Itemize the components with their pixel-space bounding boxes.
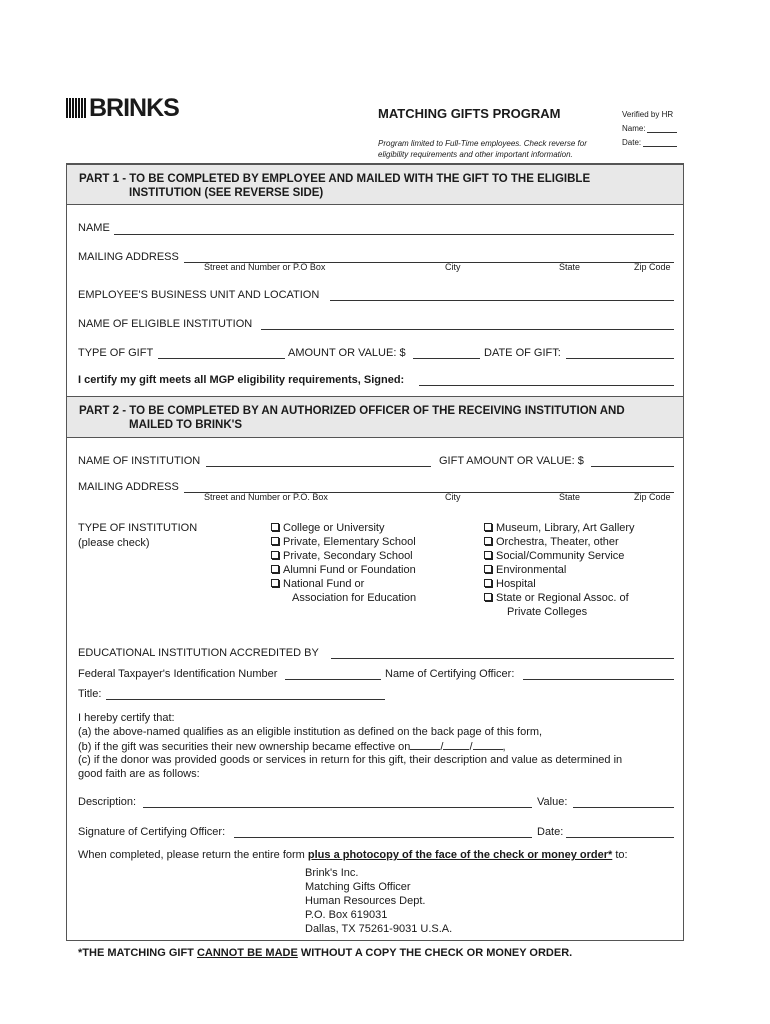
checkbox-icon[interactable]: [271, 537, 279, 545]
p2-accredited-by-label: EDUCATIONAL INSTITUTION ACCREDITED BY: [78, 647, 319, 659]
p2-return-instructions: When completed, please return the entire form plus a photocopy of the face of the check or money order* to:: [78, 849, 628, 861]
option-state-regional[interactable]: State or Regional Assoc. of: [484, 592, 629, 604]
p2-gift-amount-field[interactable]: [591, 466, 674, 467]
p1-state-caption: State: [559, 262, 581, 272]
p2-name-of-institution-label: NAME OF INSTITUTION: [78, 455, 201, 467]
checkbox-icon[interactable]: [271, 523, 279, 531]
part1-header: [67, 164, 683, 205]
p2-value-field[interactable]: [573, 807, 674, 808]
hr-name-label: Name:: [622, 124, 646, 133]
p1-name-field[interactable]: [114, 234, 674, 235]
checkbox-icon[interactable]: [484, 537, 492, 545]
p1-city-caption: City: [445, 262, 461, 272]
p2-date-label: Date:: [537, 826, 564, 838]
footer-note: *THE MATCHING GIFT CANNOT BE MADE WITHOUT A COPY THE CHECK OR MONEY ORDER.: [78, 947, 573, 959]
p1-name-label: NAME: [78, 222, 110, 234]
part1-heading-line-1: PART 1 - TO BE COMPLETED BY EMPLOYEE AND MAILED WITH THE GIFT TO THE ELIGIBLE: [79, 173, 591, 185]
p1-amount-field[interactable]: [413, 358, 480, 359]
part2-heading-line-2: MAILED TO BRINK'S: [129, 419, 243, 431]
option-social-community[interactable]: Social/Community Service: [484, 550, 624, 562]
part2-heading-line-1: PART 2 - TO BE COMPLETED BY AN AUTHORIZED OFFICER OF THE RECEIVING INSTITUTION AND: [79, 405, 625, 417]
p2-description-label: Description:: [78, 796, 137, 808]
p2-street-caption: Street and Number or P.O. Box: [204, 492, 328, 502]
p2-value-label: Value:: [537, 796, 568, 808]
part2-header: [67, 396, 683, 438]
p2-cert-a: (a) the above-named qualifies as an eligible institution as defined on the back page of this form,: [78, 726, 543, 738]
form-title: MATCHING GIFTS PROGRAM: [378, 106, 561, 121]
address-line: Human Resources Dept.: [305, 895, 426, 907]
cert-b-month-field[interactable]: [410, 740, 440, 750]
cert-b-year-field[interactable]: [473, 740, 503, 750]
p2-title-label: Title:: [78, 688, 102, 700]
checkbox-icon[interactable]: [271, 579, 279, 587]
p1-business-unit-field[interactable]: [330, 300, 674, 301]
p1-date-of-gift-label: DATE OF GIFT:: [484, 347, 561, 359]
p1-street-caption: Street and Number or P.O Box: [204, 262, 326, 272]
brand-name: BRINKS: [89, 94, 179, 122]
hr-date-field[interactable]: [643, 146, 677, 147]
option-environmental[interactable]: Environmental: [484, 564, 566, 576]
p1-eligible-institution-label: NAME OF ELIGIBLE INSTITUTION: [78, 318, 253, 330]
p2-certifying-officer-label: Name of Certifying Officer:: [385, 668, 515, 680]
checkbox-icon[interactable]: [271, 565, 279, 573]
p2-cert-c-line-2: good faith are as follows:: [78, 768, 200, 780]
option-alumni-fund[interactable]: Alumni Fund or Foundation: [271, 564, 416, 576]
checkbox-icon[interactable]: [484, 579, 492, 587]
hr-name-field[interactable]: [647, 132, 677, 133]
p1-type-of-gift-label: TYPE OF GIFT: [78, 347, 154, 359]
verified-by-hr-label: Verified by HR: [622, 110, 674, 119]
p2-please-check-label: (please check): [78, 537, 150, 549]
p1-mailing-address-label: MAILING ADDRESS: [78, 251, 179, 263]
address-line: Dallas, TX 75261-9031 U.S.A.: [305, 923, 453, 935]
hr-date-label: Date:: [622, 138, 642, 147]
checkbox-icon[interactable]: [484, 565, 492, 573]
subtitle-line-2: eligibility requirements and other important information.: [378, 150, 573, 159]
p2-signature-field[interactable]: [234, 837, 532, 838]
option-state-regional-cont: Private Colleges: [507, 606, 588, 618]
p2-accredited-by-field[interactable]: [331, 658, 674, 659]
p2-taxpayer-id-field[interactable]: [285, 679, 381, 680]
cert-b-day-field[interactable]: [443, 740, 469, 750]
p2-signature-label: Signature of Certifying Officer:: [78, 826, 226, 838]
p2-type-of-institution-label: TYPE OF INSTITUTION: [78, 522, 198, 534]
p2-hereby-certify: I hereby certify that:: [78, 712, 175, 724]
p2-taxpayer-id-label: Federal Taxpayer's Identification Number: [78, 668, 278, 680]
checkbox-icon[interactable]: [484, 551, 492, 559]
checkbox-icon[interactable]: [484, 523, 492, 531]
p2-zip-caption: Zip Code: [634, 492, 671, 502]
address-line: P.O. Box 619031: [305, 909, 388, 921]
photocopy-requirement: plus a photocopy of the face of the check or money order*: [307, 849, 613, 861]
p2-cert-b: (b) if the gift was securities their new ownership became effective on / / ,: [78, 741, 506, 753]
p2-city-caption: City: [445, 492, 461, 502]
p2-date-field[interactable]: [566, 837, 674, 838]
p2-certifying-officer-field[interactable]: [523, 679, 674, 680]
p2-cert-c-line-1: (c) if the donor was provided goods or services in return for this gift, their description and value as determined in: [78, 754, 623, 766]
p1-business-unit-label: EMPLOYEE'S BUSINESS UNIT AND LOCATION: [78, 289, 320, 301]
p2-name-of-institution-field[interactable]: [206, 466, 431, 467]
option-national-fund[interactable]: National Fund or: [271, 578, 364, 590]
p2-description-field[interactable]: [143, 807, 532, 808]
option-hospital[interactable]: Hospital: [484, 578, 536, 590]
logo-bars-icon: [66, 98, 87, 118]
p1-zip-caption: Zip Code: [634, 262, 671, 272]
p2-state-caption: State: [559, 492, 581, 502]
option-national-fund-cont: Association for Education: [292, 592, 417, 604]
option-museum-library[interactable]: Museum, Library, Art Gallery: [484, 522, 635, 534]
option-college-university[interactable]: College or University: [271, 522, 384, 534]
p2-gift-amount-label: GIFT AMOUNT OR VALUE: $: [439, 455, 584, 467]
brinks-logo: [66, 96, 179, 120]
p1-signature-field[interactable]: [419, 385, 674, 386]
checkbox-icon[interactable]: [484, 593, 492, 601]
p2-mailing-address-label: MAILING ADDRESS: [78, 481, 179, 493]
option-orchestra-theater[interactable]: Orchestra, Theater, other: [484, 536, 619, 548]
option-private-elementary[interactable]: Private, Elementary School: [271, 536, 416, 548]
p1-eligible-institution-field[interactable]: [261, 329, 674, 330]
checkbox-icon[interactable]: [271, 551, 279, 559]
p1-certify-statement: I certify my gift meets all MGP eligibility requirements, Signed:: [78, 374, 405, 386]
p1-date-of-gift-field[interactable]: [566, 358, 674, 359]
return-address: [305, 866, 452, 936]
p2-title-field[interactable]: [106, 699, 385, 700]
subtitle-line-1: Program limited to Full-Time employees. Check reverse for: [378, 139, 587, 148]
address-line: Matching Gifts Officer: [305, 881, 411, 893]
part1-heading-line-2: INSTITUTION (SEE REVERSE SIDE): [129, 187, 324, 199]
address-line: Brink's Inc.: [305, 867, 359, 879]
p1-type-of-gift-field[interactable]: [158, 358, 285, 359]
p1-amount-label: AMOUNT OR VALUE: $: [288, 347, 406, 359]
option-private-secondary[interactable]: Private, Secondary School: [271, 550, 413, 562]
